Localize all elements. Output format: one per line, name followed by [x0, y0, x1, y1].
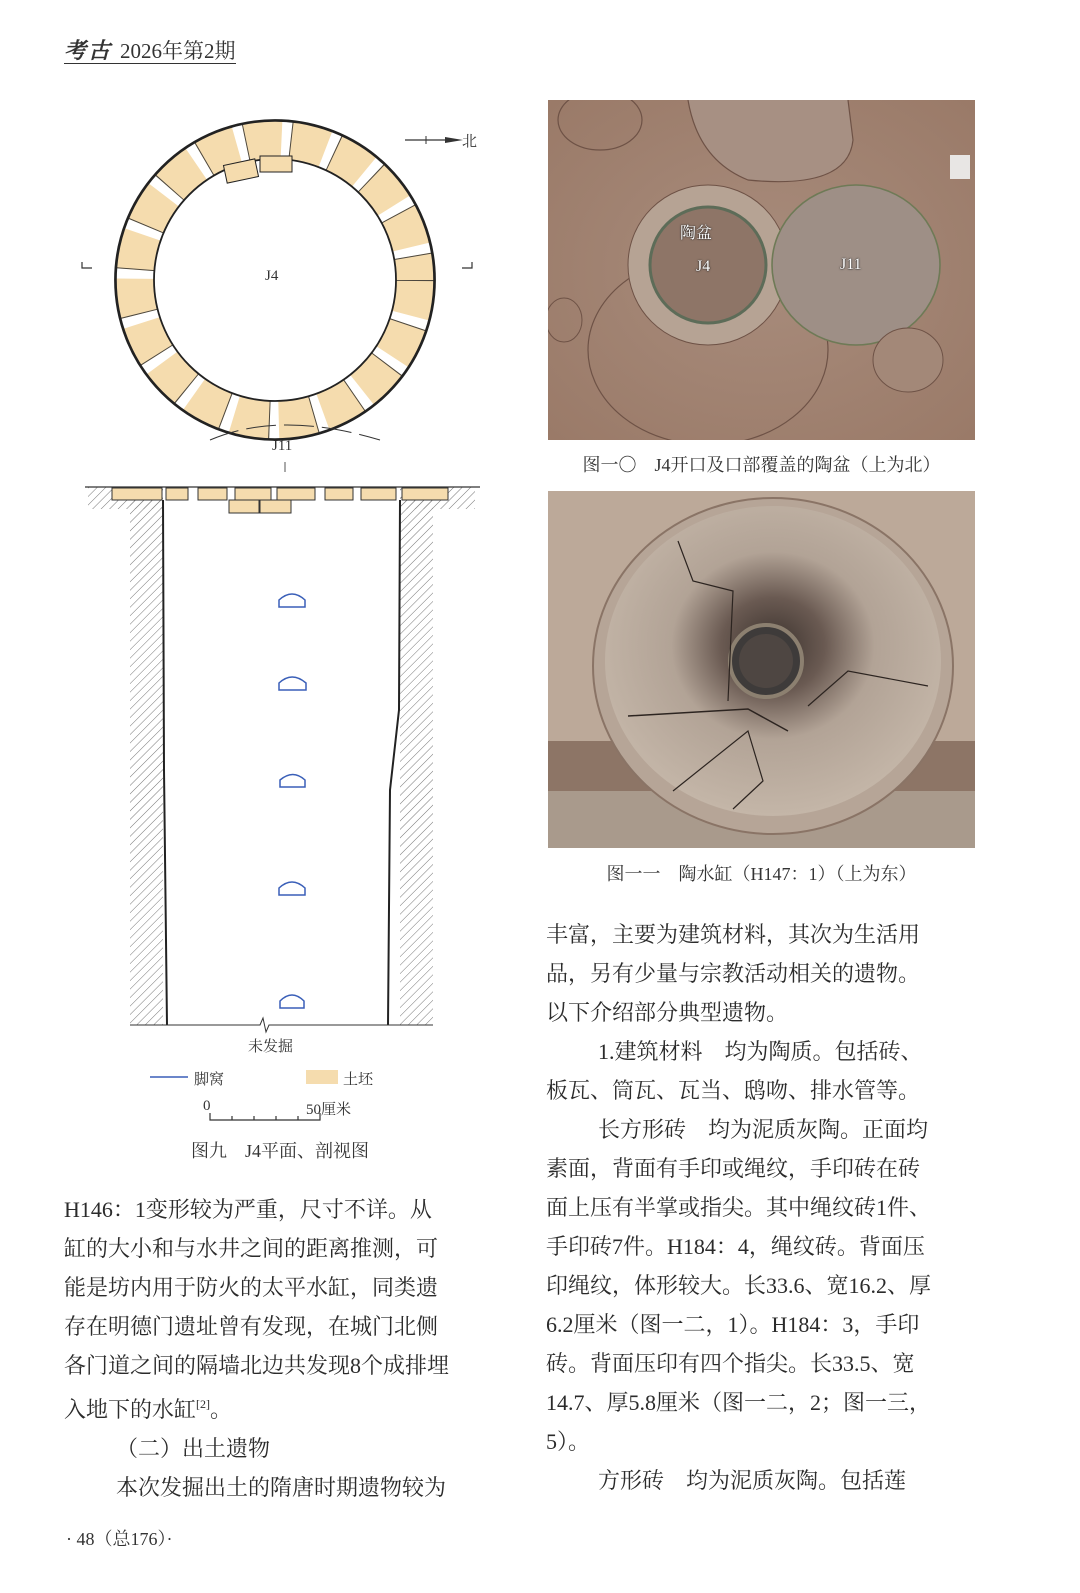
figure-9-drawing	[70, 90, 490, 1180]
scale-end-label: 50厘米	[306, 1102, 352, 1118]
subheading-square-brick: 方形砖 均为泥质灰陶。包括莲	[598, 1468, 907, 1493]
legend-adobe-swatch	[306, 1070, 338, 1084]
text-line: 品，另有少量与宗教活动相关的遗物。	[546, 961, 921, 986]
running-header	[64, 34, 236, 64]
text-line: 缸的大小和与水井之间的距离推测，可	[64, 1236, 439, 1261]
text-line: 以下介绍部分典型遗物。	[546, 1000, 789, 1025]
well-label-j4: J4	[265, 268, 279, 284]
text-line: 印绳纹，体形较大。长33.6、宽16.2、厚	[546, 1273, 932, 1298]
well-section	[85, 487, 480, 1032]
text-line: 板瓦、筒瓦、瓦当、鸱吻、排水管等。	[546, 1078, 921, 1103]
reference-link[interactable]: [2]	[196, 1397, 211, 1411]
text-line: H146：1变形较为严重，尺寸不详。从	[64, 1197, 432, 1222]
text-line: 手印砖7件。H184：4，绳纹砖。背面压	[546, 1234, 925, 1259]
photo-label-basin: 陶盆	[680, 225, 713, 242]
north-label: 北	[462, 134, 478, 150]
adjacent-label-j11: J11	[272, 438, 293, 454]
text-line: 5）。	[546, 1429, 591, 1454]
journal-name: 考古	[64, 38, 113, 63]
north-arrow-icon	[405, 136, 463, 144]
text-line: 素面，背面有手印或绳纹，手印砖在砖	[546, 1156, 921, 1181]
page-number: · 48（总176）·	[66, 1529, 173, 1549]
text-line: 砖。背面压印有四个指尖。长33.5、宽	[546, 1351, 915, 1376]
photo-label-j11: J11	[840, 256, 862, 273]
figure-10-caption: 图一〇 J4开口及口部覆盖的陶盆（上为北）	[582, 455, 941, 475]
body-text-left	[64, 1190, 498, 1507]
foothold-icons	[279, 594, 306, 1008]
well-plan-section-svg	[70, 90, 490, 1140]
figure-10-photo	[548, 100, 975, 440]
text-line: 面上压有半掌或指尖。其中绳纹砖1件、	[546, 1195, 932, 1220]
figure-11-caption: 图一一 陶水缸（H147：1）（上为东）	[606, 864, 917, 884]
issue-number: 2026年第2期	[120, 39, 236, 63]
section-heading: （二）出土遗物	[116, 1436, 271, 1461]
figure-9-caption: 图九 J4平面、剖视图	[190, 1141, 369, 1161]
scale-bar	[210, 1113, 320, 1120]
text-line: 能是坊内用于防火的太平水缸，同类遗	[64, 1275, 439, 1300]
photo-label-j4: J4	[696, 258, 711, 275]
text-line: 14.7、厚5.8厘米（图一二，2；图一三，	[546, 1390, 932, 1415]
text-line: 丰富，主要为建筑材料，其次为生活用	[546, 922, 921, 947]
subheading-building-materials: 1.建筑材料 均为陶质。包括砖、	[598, 1039, 923, 1064]
subheading-rectangular-brick: 长方形砖 均为泥质灰陶。正面均	[598, 1117, 929, 1142]
legend-foothold-label: 脚窝	[194, 1072, 225, 1088]
text-line: 存在明德门遗址曾有发现，在城门北侧	[64, 1314, 439, 1339]
text-line: 各门道之间的隔墙北边共发现8个成排埋	[64, 1353, 450, 1378]
text-line: 6.2厘米（图一二，1）。H184：3，手印	[546, 1312, 920, 1337]
text-line: 本次发掘出土的隋唐时期遗物较为	[116, 1475, 447, 1500]
legend-adobe-label: 土坯	[343, 1072, 374, 1088]
body-text-right	[546, 915, 980, 1500]
unexcavated-label: 未发掘	[248, 1039, 294, 1055]
figure-11-photo	[548, 491, 975, 848]
scale-start-label: 0	[203, 1098, 211, 1114]
text-line: 入地下的水缸[2]。	[64, 1397, 233, 1422]
